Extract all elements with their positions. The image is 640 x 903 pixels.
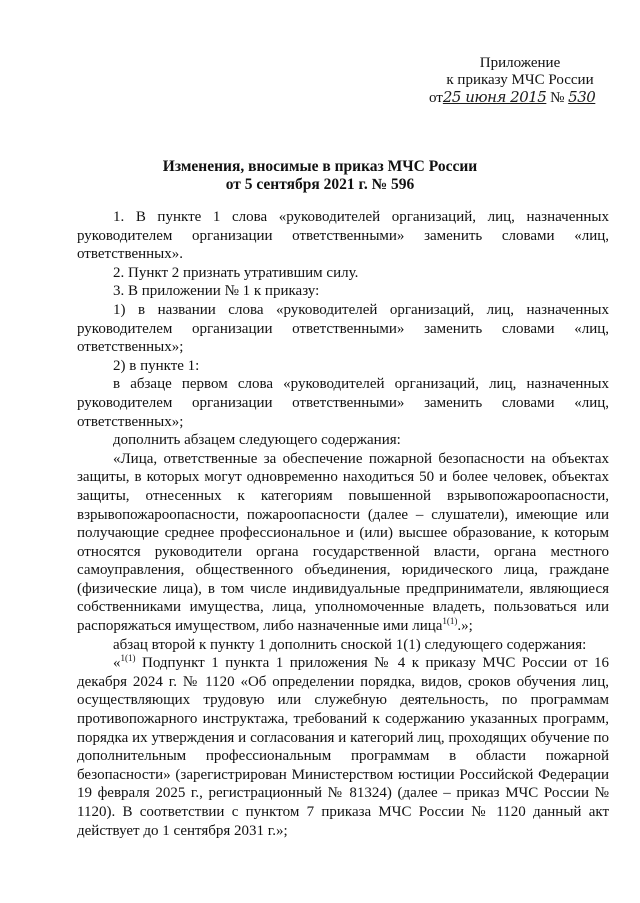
paragraph-8-text: «Лица, ответственные за обеспечение пожарной безопасности на объектах защиты, в которых могут одновременно находиться 50 и более человек, объектах защиты, отнесенных к категориям повышенной взрывопожароопасности, взрывопожароопасности, пожароопасности (далее – слушатели), имеющие или получающие среднее профессиональное и (или) высшее образование, к которым относятся руководители органа государственной власти, органа местного самоуправления, общественного объединения, юридического лица, граждане (физические лица), в том числе индивидуальные предприниматели, являющиеся собственниками имущества, лица, уполномоченные владеть, пользоваться или распоряжаться имуществом, либо назначенные ими лица bbox=[77, 450, 609, 635]
paragraph-5: 2) в пункте 1: bbox=[113, 357, 200, 374]
paragraph-7: дополнить абзацем следующего содержания: bbox=[113, 432, 401, 449]
paragraph-8 bbox=[77, 450, 609, 636]
paragraph-10 bbox=[77, 654, 609, 840]
title-line-1: Изменения, вносимые в приказ МЧС России bbox=[162, 158, 478, 175]
paragraph-2: 2. Пункт 2 признать утратившим силу. bbox=[113, 264, 359, 281]
date-prefix: от bbox=[429, 90, 443, 106]
handwritten-date: 25 июня 2015 bbox=[442, 88, 547, 106]
paragraph-1: 1. В пункте 1 слова «руководителей организаций, лиц, назначенных руководителем организации ответственными» заменить словами «лиц, ответственных». bbox=[77, 209, 609, 263]
paragraph-4: 1) в названии слова «руководителей организаций, лиц, назначенных руководителем организации ответственными» заменить словами «лиц, ответственных»; bbox=[77, 301, 609, 356]
appendix-label: Приложение bbox=[479, 55, 561, 71]
paragraph-6: в абзаце первом слова «руководителей организаций, лиц, назначенных руководителем организации ответственными» заменить словами «лиц, ответственных»; bbox=[77, 376, 609, 430]
paragraph-3: 3. В приложении № 1 к приказу: bbox=[113, 283, 320, 300]
title-line-2: от 5 сентября 2021 г. № 596 bbox=[225, 176, 415, 193]
appendix-order-reference: к приказу МЧС России bbox=[446, 72, 594, 88]
document-body bbox=[77, 208, 609, 840]
paragraph-9: абзац второй к пункту 1 дополнить сноской 1(1) следующего содержания: bbox=[113, 636, 587, 653]
footnote-marker: 1(1) bbox=[120, 653, 136, 664]
paragraph-10-text: Подпункт 1 пункта 1 приложения № 4 к приказу МЧС России от 16 декабря 2024 г. № 1120 «Об определении порядка, видов, сроков обучения лиц, осуществляющих трудовую или служебную деятельность, по программам противопожарного инструктажа, требований к содержанию указанных программ, порядка их утверждения и согласования и категорий лиц, проходящих обучение по дополнительным профессиональным программам в области пожарной безопасности» (зарегистрирован Министерством юстиции Российской Федерации 19 февраля 2025 г., регистрационный № 81324) (далее – приказ МЧС России № 1120). В соответствии с пунктом 7 приказа МЧС России № 1120 данный акт действует до 1 сентября 2031 г.»; bbox=[77, 655, 609, 839]
handwritten-number: 530 bbox=[568, 88, 596, 106]
document-title bbox=[0, 158, 640, 194]
number-label: № bbox=[550, 90, 565, 106]
appendix-block bbox=[420, 55, 620, 107]
appendix-date-number bbox=[420, 89, 620, 107]
paragraph-8-tail: .»; bbox=[457, 618, 473, 635]
paragraph-10-open-quote: « bbox=[113, 655, 121, 672]
footnote-marker: 1(1) bbox=[442, 616, 458, 627]
